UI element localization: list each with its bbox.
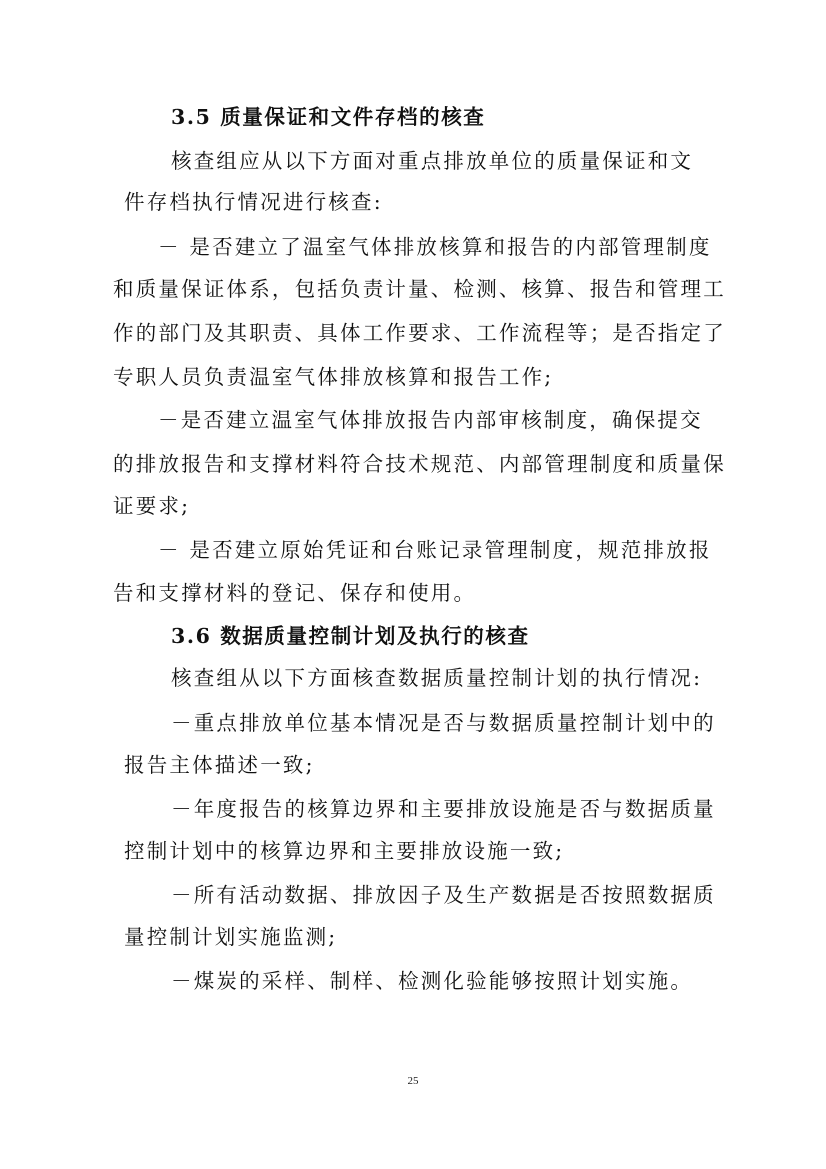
list-item-line: 控制计划中的核算边界和主要排放设施一致; (124, 839, 565, 863)
paragraph-line: 件存档执行情况进行核查: (124, 190, 383, 214)
list-item-line: 和质量保证体系，包括负责计量、检测、核算、报告和管理工 (113, 277, 726, 301)
section-heading-3-5: 3.5 质量保证和文件存档的核查 (171, 105, 486, 129)
list-item-line: －年度报告的核算边界和主要排放设施是否与数据质量 (171, 797, 716, 821)
list-item-line: 作的部门及其职责、具体工作要求、工作流程等；是否指定了 (113, 321, 726, 345)
list-item-line: －是否建立温室气体排放报告内部审核制度，确保提交 (158, 408, 703, 432)
list-item-line: 证要求; (113, 494, 191, 518)
paragraph-line: 核查组从以下方面核查数据质量控制计划的执行情况: (171, 666, 703, 690)
list-item-line: 的排放报告和支撑材料符合技术规范、内部管理制度和质量保 (113, 452, 726, 476)
paragraph-line: 核查组应从以下方面对重点排放单位的质量保证和文 (171, 149, 694, 173)
list-item-line: －煤炭的采样、制样、检测化验能够按照计划实施。 (171, 969, 694, 993)
list-item-line: －重点排放单位基本情况是否与数据质量控制计划中的 (171, 711, 716, 735)
list-item-line: 量控制计划实施监测; (124, 925, 338, 949)
section-heading-3-6: 3.6 数据质量控制计划及执行的核查 (171, 624, 530, 648)
page-number: 25 (407, 1075, 419, 1087)
list-item-line: － 是否建立了温室气体排放核算和报告的内部管理制度 (158, 235, 712, 259)
list-item-line: 专职人员负责温室气体排放核算和报告工作; (113, 365, 554, 389)
list-item-line: 报告主体描述一致; (124, 753, 315, 777)
list-item-line: －所有活动数据、排放因子及生产数据是否按照数据质 (171, 883, 716, 907)
list-item-line: 告和支撑材料的登记、保存和使用。 (113, 581, 477, 605)
list-item-line: － 是否建立原始凭证和台账记录管理制度，规范排放报 (158, 538, 712, 562)
